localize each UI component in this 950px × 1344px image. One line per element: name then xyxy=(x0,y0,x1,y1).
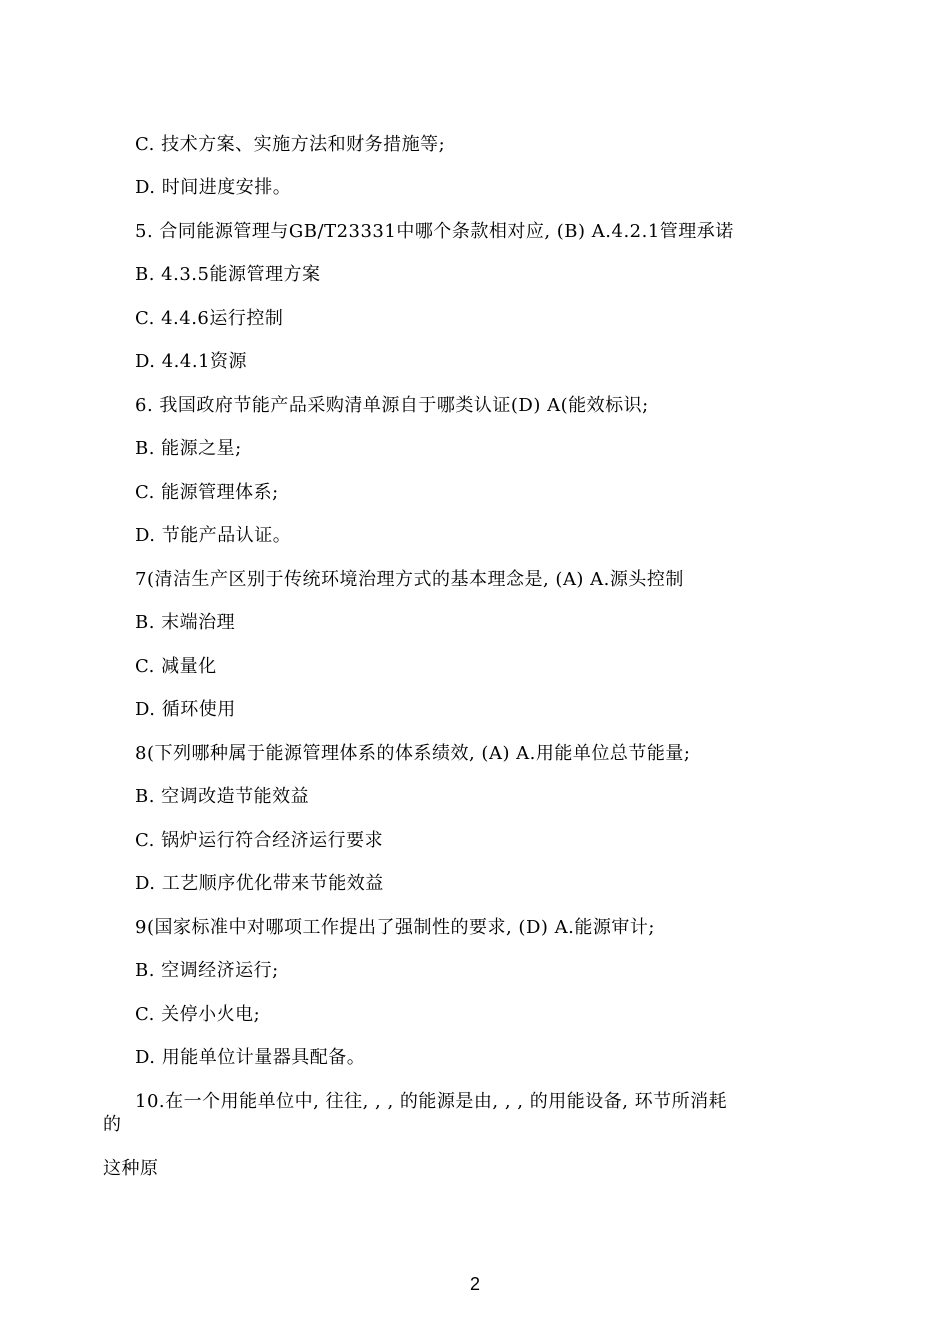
question-6: 6. 我国政府节能产品采购清单源自于哪类认证(D) A(能效标识; xyxy=(135,395,649,416)
question-10-continuation: 这种原 xyxy=(103,1158,159,1179)
text-line: C. 能源管理体系; xyxy=(135,482,279,503)
text-line: C. 减量化 xyxy=(135,656,217,677)
text-line: C. 锅炉运行符合经济运行要求 xyxy=(135,830,384,851)
text-line: D. 4.4.1资源 xyxy=(135,351,248,372)
question-9: 9(国家标准中对哪项工作提出了强制性的要求, (D) A.能源审计; xyxy=(135,917,655,938)
text-line: C. 4.4.6运行控制 xyxy=(135,308,284,329)
question-8: 8(下列哪种属于能源管理体系的体系绩效, (A) A.用能单位总节能量; xyxy=(135,743,691,764)
text-line: C. 技术方案、实施方法和财务措施等; xyxy=(135,134,446,155)
page-number: 2 xyxy=(469,1274,480,1294)
text-line: B. 空调经济运行; xyxy=(135,960,279,981)
question-10-wrap: 的 xyxy=(103,1114,122,1135)
text-line: D. 节能产品认证。 xyxy=(135,525,292,546)
question-10: 10.在一个用能单位中, 往往, , , 的能源是由, , , 的用能设备, 环节所消耗 xyxy=(135,1091,728,1112)
question-7: 7(清洁生产区别于传统环境治理方式的基本理念是, (A) A.源头控制 xyxy=(135,569,684,590)
text-line: C. 关停小火电; xyxy=(135,1004,261,1025)
text-line: D. 时间进度安排。 xyxy=(135,177,292,198)
text-line: D. 工艺顺序优化带来节能效益 xyxy=(135,873,384,894)
text-line: B. 4.3.5能源管理方案 xyxy=(135,264,321,285)
text-line: B. 能源之星; xyxy=(135,438,242,459)
text-line: B. 末端治理 xyxy=(135,612,236,633)
text-line: D. 用能单位计量器具配备。 xyxy=(135,1047,366,1068)
text-line: D. 循环使用 xyxy=(135,699,236,720)
text-line: B. 空调改造节能效益 xyxy=(135,786,310,807)
question-5: 5. 合同能源管理与GB/T23331中哪个条款相对应, (B) A.4.2.1管理承诺 xyxy=(135,221,734,242)
